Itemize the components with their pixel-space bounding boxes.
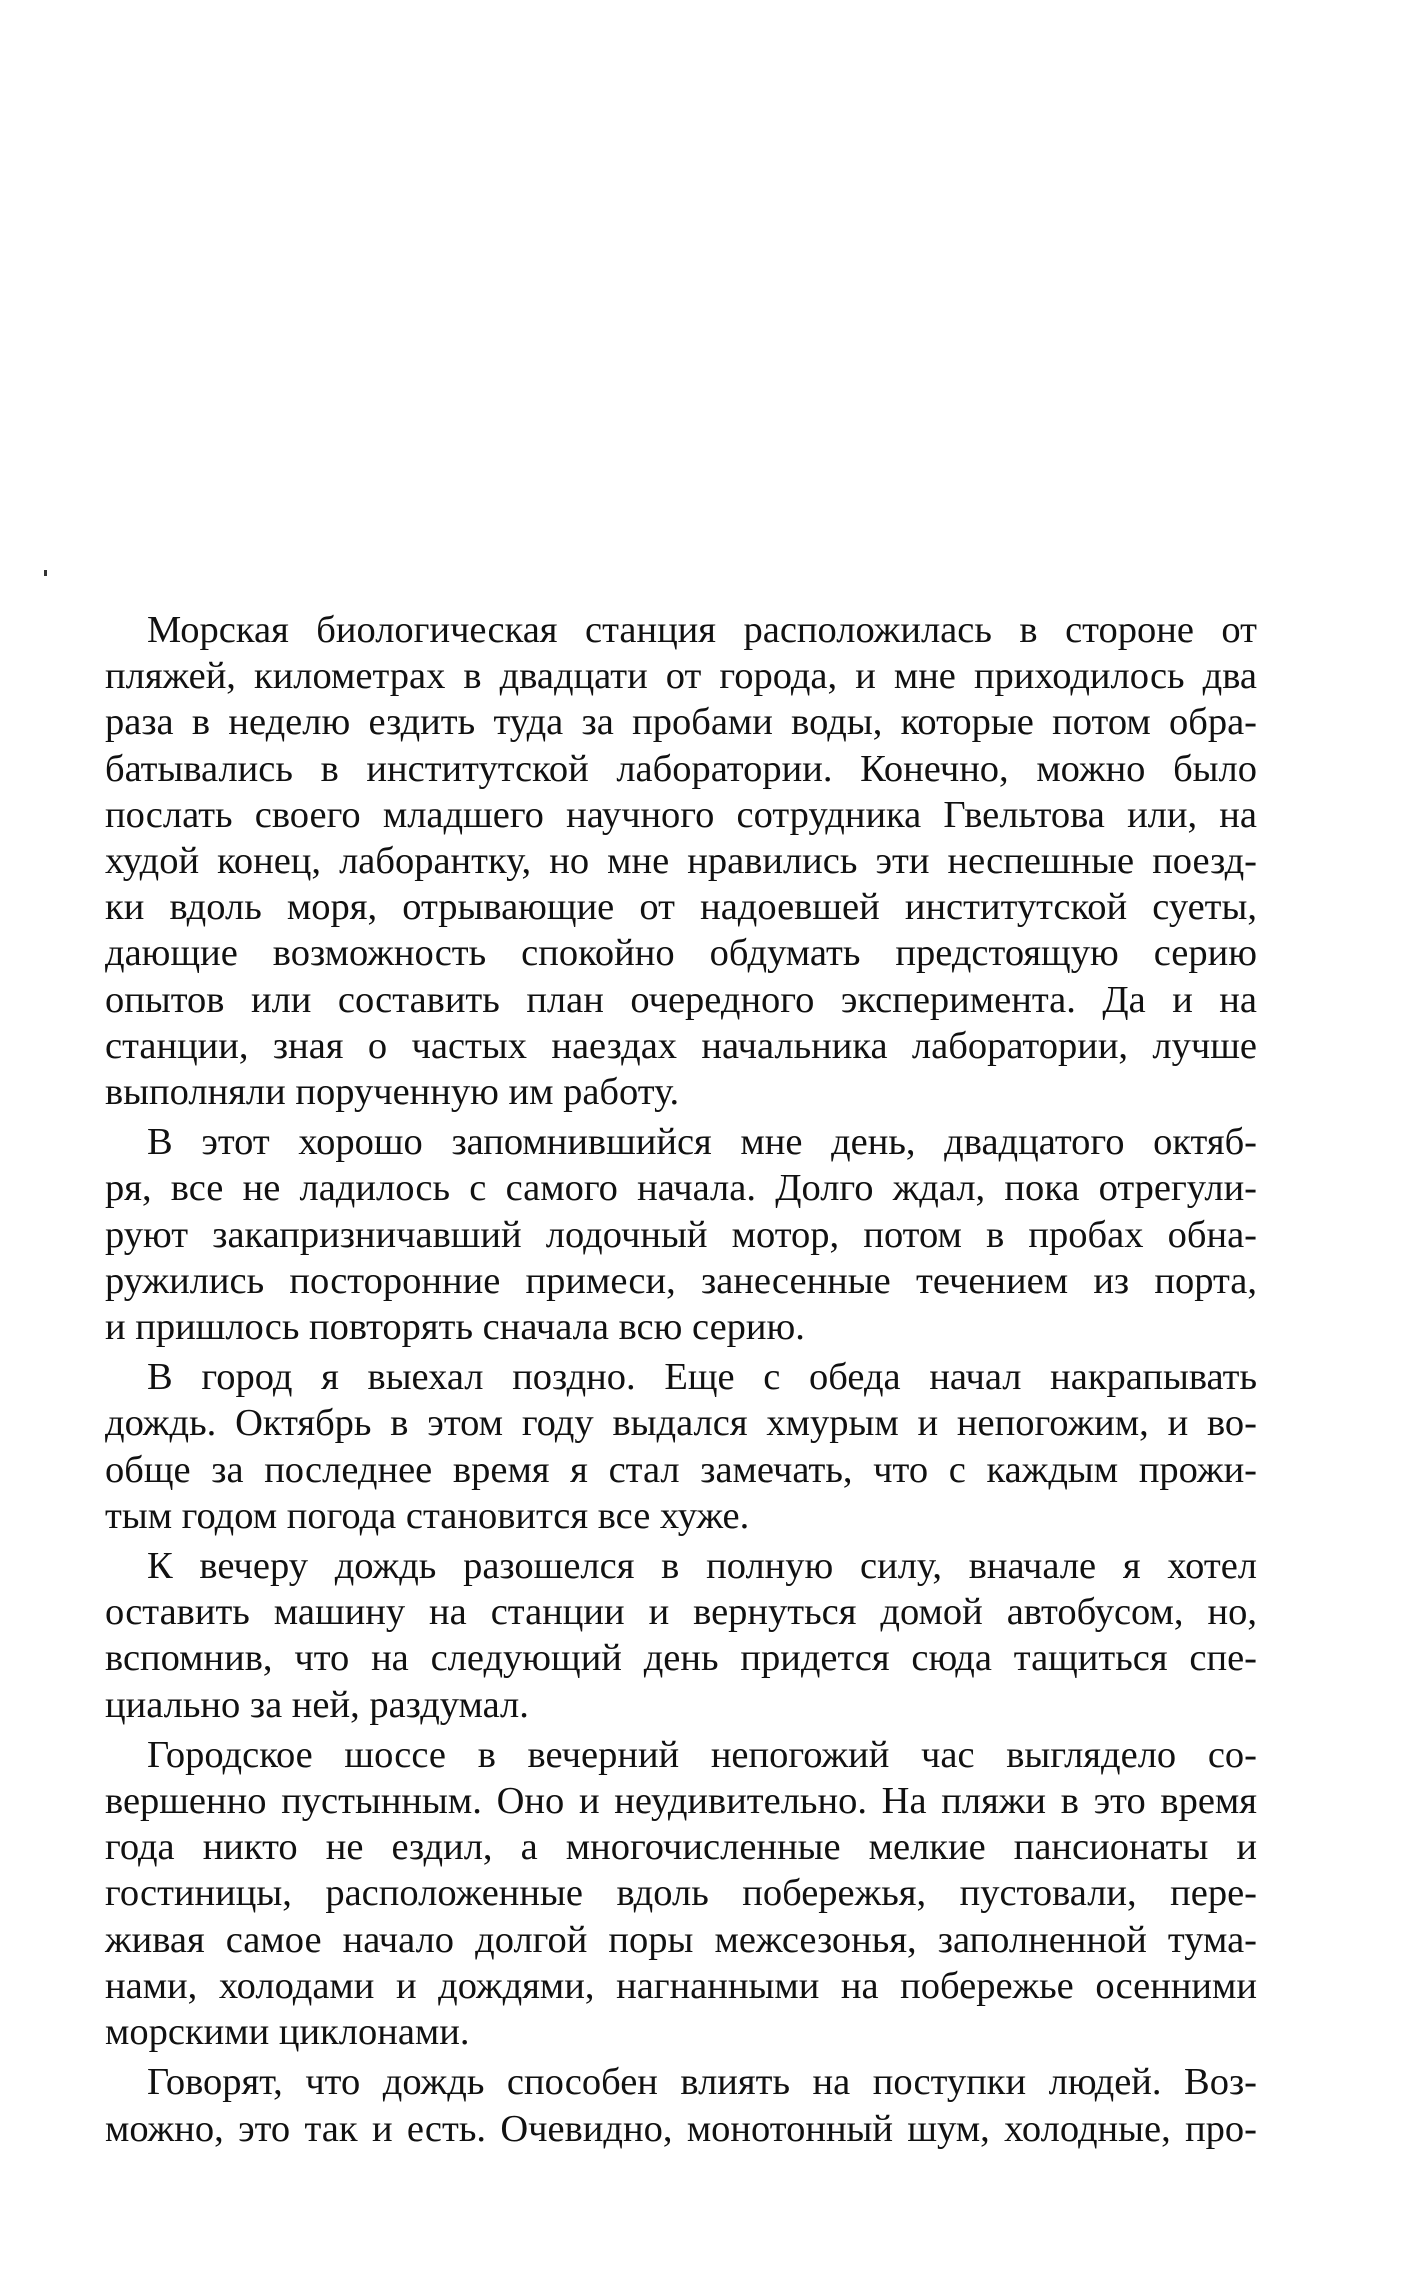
text-line: оставить машину на станции и вернуться домой автобусом, но, bbox=[105, 1591, 1257, 1634]
text-line: дающие возможность спокойно обдумать предстоящую серию bbox=[105, 932, 1257, 975]
text-line: руют закапризничавший лодочный мотор, потом в пробах обна- bbox=[105, 1213, 1257, 1256]
text-line: В город я выехал поздно. Еще с обеда начал накрапывать bbox=[147, 1356, 1257, 1399]
text-line: Морская биологическая станция расположилась в стороне от bbox=[147, 609, 1257, 651]
text-line: вершенно пустынным. Оно и неудивительно. На пляжи в это время bbox=[105, 1780, 1257, 1823]
text-line: можно, это так и есть. Очевидно, монотонный шум, холодные, про- bbox=[105, 2107, 1257, 2150]
page-text bbox=[105, 607, 1257, 2156]
text-line: пляжей, километрах в двадцати от города, и мне приходилось два bbox=[105, 655, 1257, 698]
text-line: вспомнив, что на следующий день придется сюда тащиться спе- bbox=[105, 1637, 1257, 1680]
paragraph-2 bbox=[105, 1119, 1257, 1350]
paragraph-4 bbox=[105, 1543, 1257, 1728]
text-line: и пришлось повторять сначала всю серию. bbox=[105, 1306, 805, 1349]
text-line: циально за ней, раздумал. bbox=[105, 1683, 529, 1726]
text-line: опытов или составить план очередного эксперимента. Да и на bbox=[105, 978, 1257, 1021]
text-line: раза в неделю ездить туда за пробами воды, которые потом обра- bbox=[105, 701, 1257, 744]
text-line: года никто не ездил, а многочисленные мелкие пансионаты и bbox=[105, 1826, 1257, 1869]
text-line: ки вдоль моря, отрывающие от надоевшей институтской суеты, bbox=[105, 886, 1257, 929]
paragraph-5 bbox=[105, 1732, 1257, 2055]
text-line: дождь. Октябрь в этом году выдался хмурым и непогожим, и во- bbox=[105, 1402, 1257, 1445]
text-line: нами, холодами и дождями, нагнанными на побережье осенними bbox=[105, 1964, 1257, 2007]
paragraph-3 bbox=[105, 1354, 1257, 1539]
text-line: В этот хорошо запомнившийся мне день, двадцатого октяб- bbox=[147, 1121, 1257, 1164]
text-line: Говорят, что дождь способен влиять на поступки людей. Воз- bbox=[147, 2061, 1257, 2104]
text-line: обще за последнее время я стал замечать, что с каждым прожи- bbox=[105, 1448, 1257, 1491]
text-line: выполняли порученную им работу. bbox=[105, 1071, 680, 1114]
text-line: К вечеру дождь разошелся в полную силу, вначале я хотел bbox=[147, 1545, 1257, 1588]
text-line: живая самое начало долгой поры межсезонья, заполненной тума- bbox=[105, 1918, 1257, 1961]
text-line: Городское шоссе в вечерний непогожий час выглядело со- bbox=[147, 1733, 1257, 1776]
text-line: станции, зная о частых наездах начальника лаборатории, лучше bbox=[105, 1024, 1257, 1067]
text-line: гостиницы, расположенные вдоль побережья, пустовали, пере- bbox=[105, 1872, 1257, 1915]
text-line: морскими циклонами. bbox=[105, 2011, 470, 2054]
text-line: ря, все не ладилось с самого начала. Долго ждал, пока отрегули- bbox=[105, 1167, 1257, 1210]
scan-speck bbox=[44, 570, 47, 576]
paragraph-6 bbox=[105, 2059, 1257, 2151]
paragraph-1 bbox=[105, 607, 1257, 1115]
text-line: ружились посторонние примеси, занесенные течением из порта, bbox=[105, 1259, 1257, 1302]
text-line: тым годом погода становится все хуже. bbox=[105, 1494, 750, 1537]
text-line: батывались в институтской лаборатории. Конечно, можно было bbox=[105, 747, 1257, 790]
text-line: худой конец, лаборантку, но мне нравились эти неспешные поезд- bbox=[105, 840, 1257, 883]
text-line: послать своего младшего научного сотрудника Гвельтова или, на bbox=[105, 793, 1257, 836]
